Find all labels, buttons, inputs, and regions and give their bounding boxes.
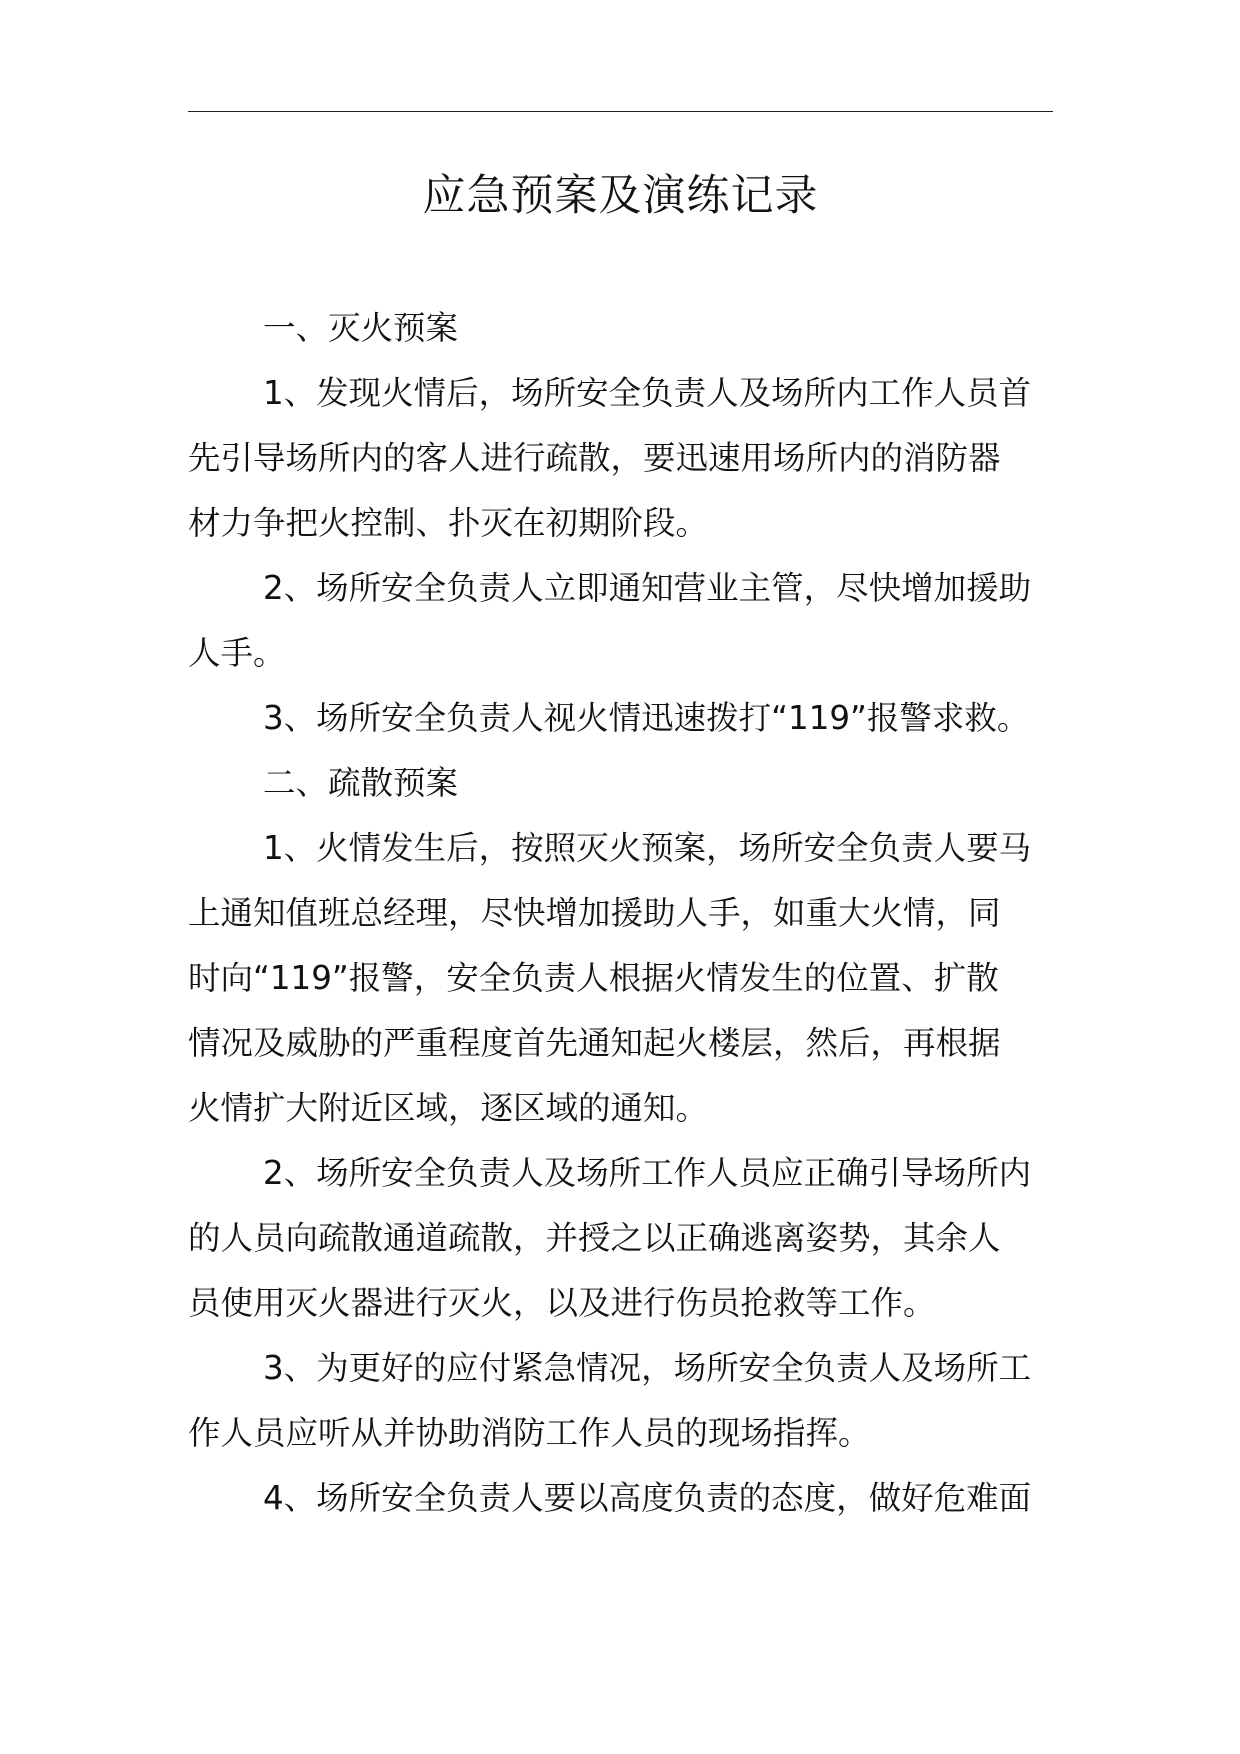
text-line: 火情扩大附近区域，逐区域的通知。 bbox=[188, 1089, 709, 1127]
text-line: 材力争把火控制、扑灭在初期阶段。 bbox=[188, 504, 709, 542]
text-line: 作人员应听从并协助消防工作人员的现场指挥。 bbox=[188, 1414, 871, 1452]
text-line: 4、场所安全负责人要以高度负责的态度，做好危难面 bbox=[263, 1479, 1032, 1517]
text-line: 2、场所安全负责人及场所工作人员应正确引导场所内 bbox=[263, 1154, 1032, 1192]
text-line: 时向“119”报警，安全负责人根据火情发生的位置、扩散 bbox=[188, 959, 999, 997]
text-line: 上通知值班总经理，尽快增加援助人手，如重大火情，同 bbox=[188, 894, 1001, 932]
text-line: 的人员向疏散通道疏散，并授之以正确逃离姿势，其余人 bbox=[188, 1219, 1001, 1257]
text-line: 3、场所安全负责人视火情迅速拨打“119”报警求救。 bbox=[263, 699, 1030, 737]
document-body bbox=[188, 296, 1053, 1531]
text-line: 二、疏散预案 bbox=[263, 764, 459, 802]
text-line: 2、场所安全负责人立即通知营业主管，尽快增加援助 bbox=[263, 569, 1032, 607]
text-line: 1、火情发生后，按照灭火预案，场所安全负责人要马 bbox=[263, 829, 1032, 867]
text-line: 先引导场所内的客人进行疏散，要迅速用场所内的消防器 bbox=[188, 439, 1001, 477]
header-rule bbox=[188, 111, 1053, 112]
text-line: 员使用灭火器进行灭火，以及进行伤员抢救等工作。 bbox=[188, 1284, 936, 1322]
text-line: 情况及威胁的严重程度首先通知起火楼层，然后，再根据 bbox=[188, 1024, 1001, 1062]
text-line: 一、灭火预案 bbox=[263, 309, 459, 347]
text-line: 人手。 bbox=[188, 634, 286, 672]
document-title: 应急预案及演练记录 bbox=[422, 171, 819, 221]
text-line: 3、为更好的应付紧急情况，场所安全负责人及场所工 bbox=[263, 1349, 1032, 1387]
text-line: 1、发现火情后，场所安全负责人及场所内工作人员首 bbox=[263, 374, 1032, 412]
